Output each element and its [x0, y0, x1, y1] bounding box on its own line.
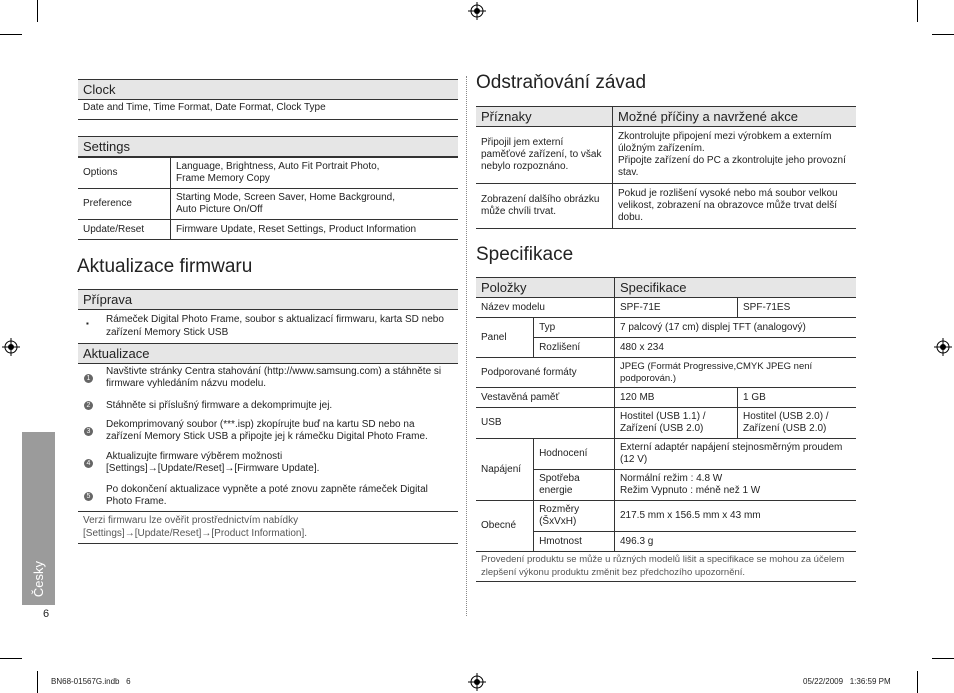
crop-mark	[932, 34, 954, 35]
action-cell: Zkontrolujte připojení mezi výrobkem a externím úložným zařízením. Připojte zařízení do PC a zkontrolujte jeho provozní stav.	[613, 127, 857, 184]
settings-table	[78, 157, 458, 240]
footer-timestamp: 05/22/2009 1:36:59 PM	[803, 677, 891, 686]
specs-title: Specifikace	[476, 244, 574, 265]
symptom-cell: Připojil jem externí paměťové zařízení, to však nebylo rozpoznáno.	[476, 127, 613, 184]
spec-value: Hostitel (USB 1.1) / Zařízení (USB 2.0)	[615, 408, 738, 439]
spec-label: Hodnocení	[534, 439, 615, 470]
table-row	[476, 358, 856, 388]
table-row	[476, 408, 856, 439]
spec-group-label: Panel	[476, 318, 534, 358]
spec-value: 1 GB	[738, 388, 857, 408]
table-row	[78, 220, 458, 240]
spec-value: 7 palcový (17 cm) displej TFT (analogový)	[615, 318, 857, 338]
step-number-icon: 1	[84, 374, 93, 383]
spec-label: Vestavěná paměť	[476, 388, 615, 408]
list-item	[78, 400, 458, 412]
table-row	[476, 127, 856, 184]
spec-value: 217.5 mm x 156.5 mm x 43 mm	[615, 501, 857, 532]
settings-value: Firmware Update, Reset Settings, Product Information	[171, 220, 459, 240]
table-row	[476, 318, 856, 338]
registration-mark-icon	[934, 338, 952, 356]
spec-value: Hostitel (USB 2.0) / Zařízení (USB 2.0)	[738, 408, 857, 439]
table-row	[476, 298, 856, 318]
spec-label: Podporované formáty	[476, 358, 615, 388]
crop-mark	[917, 0, 918, 22]
spec-label: Rozlišení	[534, 338, 615, 358]
spec-label: Hmotnost	[534, 532, 615, 552]
clock-text: Date and Time, Time Format, Date Format, Clock Type	[78, 100, 458, 120]
update-header: Aktualizace	[78, 343, 458, 364]
language-tab	[22, 432, 55, 605]
table-row	[476, 439, 856, 470]
spec-label: Spotřeba energie	[534, 470, 615, 501]
firmware-note	[78, 511, 458, 544]
list-item	[78, 419, 458, 443]
crop-mark	[0, 34, 22, 35]
crop-mark	[37, 0, 38, 22]
crop-mark	[0, 658, 22, 659]
spec-label: Název modelu	[476, 298, 615, 318]
prep-text: Rámeček Digital Photo Frame, soubor s aktualizací firmwaru, karta SD nebo zařízení Memory Stick USB	[106, 314, 444, 338]
symptom-cell: Zobrazení dalšího obrázku může chvíli trvat.	[476, 184, 613, 229]
troubleshoot-title: Odstraňování závad	[476, 72, 647, 93]
registration-mark-icon	[2, 338, 20, 356]
step-text: Stáhněte si příslušný firmware a dekomprimujte jej.	[106, 400, 333, 411]
troubleshoot-section	[476, 106, 856, 229]
spec-value: SPF-71E	[615, 298, 738, 318]
spec-label: Typ	[534, 318, 615, 338]
step-text: Navštivte stránky Centra stahování (http://www.samsung.com) a stáhněte si firmware vyhledáním názvu modelu.	[106, 366, 442, 389]
specs-table	[476, 277, 856, 552]
settings-value: Starting Mode, Screen Saver, Home Background, Auto Picture On/Off	[171, 189, 459, 220]
update-section	[78, 343, 458, 364]
list-item	[78, 484, 458, 508]
list-item	[78, 451, 458, 475]
table-row	[78, 158, 458, 189]
clock-header: Clock	[78, 79, 458, 100]
step-number-icon: 3	[84, 427, 93, 436]
spec-value: Externí adaptér napájení stejnosměrným proudem (12 V)	[615, 439, 857, 470]
step-number-icon: 4	[84, 459, 93, 468]
crop-mark	[932, 658, 954, 659]
prep-section	[78, 289, 458, 342]
registration-mark-icon	[468, 2, 486, 20]
firmware-title: Aktualizace firmwaru	[77, 256, 253, 277]
table-header-row	[476, 278, 856, 298]
step-text: Dekomprimovaný soubor (***.isp) zkopírujte buď na kartu SD nebo na zařízení Memory Stick USB a připojte jej k rámečku Digital Photo Frame.	[106, 419, 428, 442]
clock-section	[78, 79, 458, 120]
spec-value: SPF-71ES	[738, 298, 857, 318]
table-row	[476, 501, 856, 532]
table-row	[78, 189, 458, 220]
settings-section	[78, 136, 458, 240]
spec-group-label: Napájení	[476, 439, 534, 501]
settings-label: Preference	[78, 189, 171, 220]
table-row	[476, 388, 856, 408]
column-divider	[466, 76, 467, 616]
spec-value: 496.3 g	[615, 532, 857, 552]
step-number-icon: 2	[84, 401, 93, 410]
step-text: Aktualizujte firmware výběrem možnosti [Settings]→[Update/Reset]→[Firmware Update].	[106, 451, 320, 474]
bullet-icon: ▪	[86, 319, 89, 328]
table-header-row	[476, 107, 856, 127]
table-row	[476, 470, 856, 501]
specs-note: Provedení produktu se může u různých modelů lišit a specifikace se mohou za účelem zlepšení výkonu produktu změnit bez předchozího upozornění.	[476, 552, 856, 582]
specs-section	[476, 277, 856, 582]
prep-header: Příprava	[78, 289, 458, 310]
settings-label: Options	[78, 158, 171, 189]
spec-group-label: Obecné	[476, 501, 534, 552]
spec-label: Rozměry (ŠxVxH)	[534, 501, 615, 532]
crop-mark	[37, 671, 38, 693]
table-row	[476, 184, 856, 229]
spec-value: Normální režim : 4.8 W Režim Vypnuto : méně než 1 W	[615, 470, 857, 501]
settings-label: Update/Reset	[78, 220, 171, 240]
settings-header: Settings	[78, 136, 458, 157]
spec-value: 120 MB	[615, 388, 738, 408]
footer-file: BN68-01567G.indb 6	[51, 677, 131, 686]
language-tab-label: Česky	[31, 560, 46, 597]
spec-label: USB	[476, 408, 615, 439]
spec-value: JPEG (Formát Progressive,CMYK JPEG není podporován.)	[615, 358, 857, 388]
table-row	[476, 338, 856, 358]
spec-value: 480 x 234	[615, 338, 857, 358]
column-header: Položky	[476, 278, 615, 298]
settings-value: Language, Brightness, Auto Fit Portrait Photo, Frame Memory Copy	[171, 158, 459, 189]
column-header: Příznaky	[476, 107, 613, 127]
step-text: Po dokončení aktualizace vypněte a poté znovu zapněte rámeček Digital Photo Frame.	[106, 484, 428, 507]
step-number-icon: 5	[84, 492, 93, 501]
list-item	[78, 366, 458, 390]
registration-mark-icon	[468, 673, 486, 691]
firmware-note-text: Verzi firmwaru lze ověřit prostřednictvím nabídky [Settings]→[Update/Reset]→[Product Information].	[83, 515, 307, 539]
column-header: Možné příčiny a navržené akce	[613, 107, 857, 127]
page-number: 6	[43, 608, 50, 620]
action-cell: Pokud je rozlišení vysoké nebo má soubor velkou velikost, zobrazení na obrazovce může trvat delší dobu.	[613, 184, 857, 229]
table-row	[476, 532, 856, 552]
troubleshoot-table	[476, 106, 856, 229]
crop-mark	[917, 671, 918, 693]
column-header: Specifikace	[615, 278, 857, 298]
